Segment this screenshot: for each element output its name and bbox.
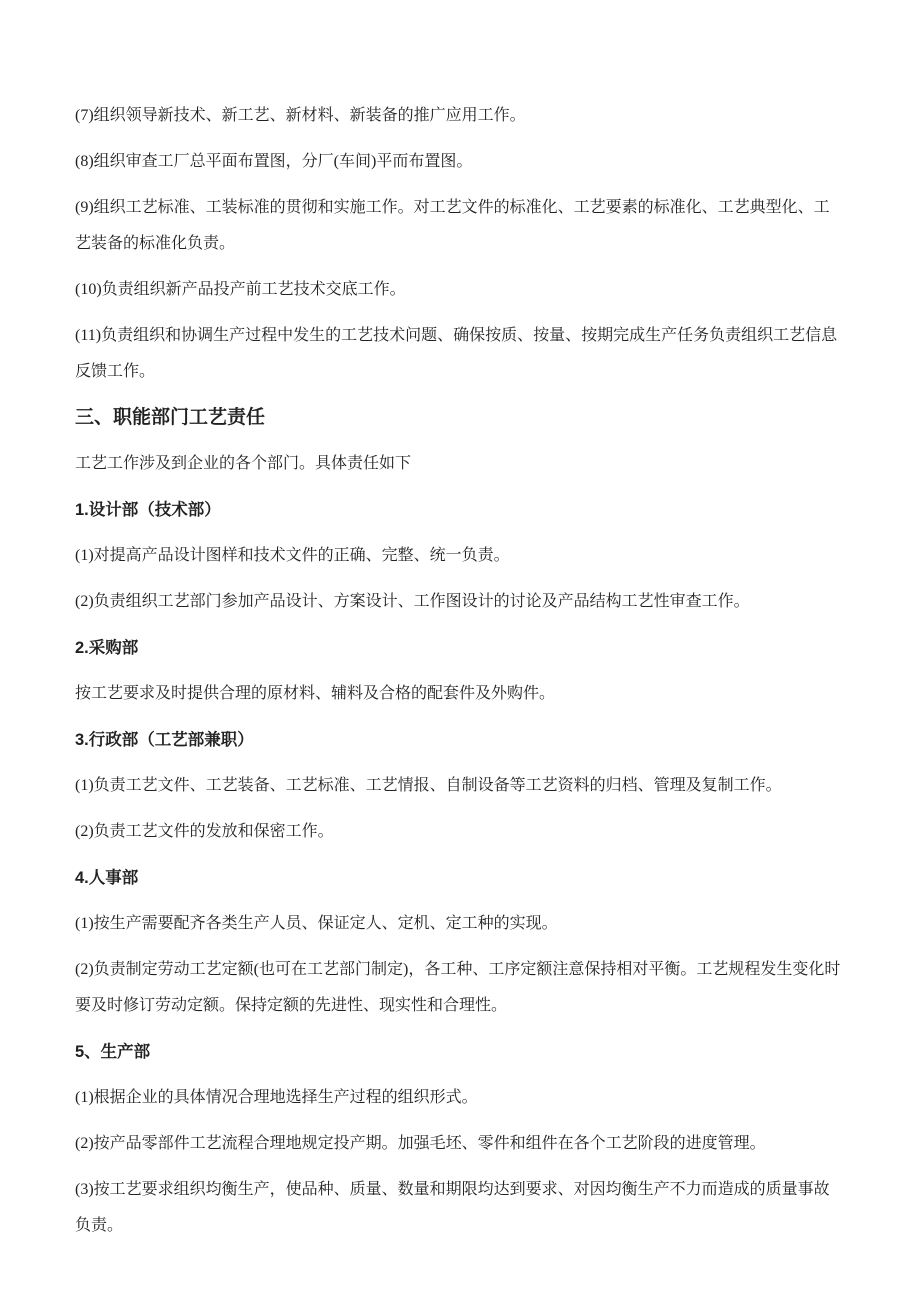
para-design-1: (1)对提高产品设计图样和技术文件的正确、完整、统一负责。 [75, 547, 510, 564]
section-heading: 三、职能部门工艺责任 [75, 407, 266, 428]
heading-dept-admin: 3.行政部（工艺部兼职） [75, 731, 254, 749]
para-9: (9)组织工艺标准、工装标准的贯彻和实施工作。对工艺文件的标准化、工艺要素的标准化、工艺典型化、工艺装备的标准化负责。 [75, 199, 830, 252]
para-hr-1: (1)按生产需要配齐各类生产人员、保证定人、定机、定工种的实现。 [75, 915, 558, 932]
para-production-2: (2)按产品零部件工艺流程合理地规定投产期。加强毛坯、零件和组件在各个工艺阶段的进度管理。 [75, 1135, 766, 1152]
para-11: (11)负责组织和协调生产过程中发生的工艺技术问题、确保按质、按量、按期完成生产任务负责组织工艺信息反馈工作。 [75, 327, 838, 380]
section-intro: 工艺工作涉及到企业的各个部门。具体责任如下 [75, 455, 412, 472]
para-admin-2: (2)负责工艺文件的发放和保密工作。 [75, 823, 334, 840]
para-purchasing-1: 按工艺要求及时提供合理的原材料、辅料及合格的配套件及外购件。 [75, 685, 556, 702]
para-7: (7)组织领导新技术、新工艺、新材料、新装备的推广应用工作。 [75, 107, 526, 124]
para-10: (10)负责组织新产品投产前工艺技术交底工作。 [75, 281, 406, 298]
para-production-3: (3)按工艺要求组织均衡生产，使品种、质量、数量和期限均达到要求、对因均衡生产不力而造成的质量事故负责。 [75, 1181, 830, 1234]
heading-dept-production: 5、生产部 [75, 1043, 151, 1061]
para-8: (8)组织审查工厂总平面布置图，分厂(车间)平而布置图。 [75, 153, 473, 170]
para-hr-2: (2)负责制定劳动工艺定额(也可在工艺部门制定)，各工种、工序定额注意保持相对平衡。工艺规程发生变化时要及时修订劳动定额。保持定额的先进性、现实性和合理性。 [75, 961, 841, 1014]
para-design-2: (2)负责组织工艺部门参加产品设计、方案设计、工作图设计的讨论及产品结构工艺性审查工作。 [75, 593, 750, 610]
heading-dept-purchasing: 2.采购部 [75, 639, 139, 657]
para-production-1: (1)根据企业的具体情况合理地选择生产过程的组织形式。 [75, 1089, 478, 1106]
heading-dept-design: 1.设计部（技术部） [75, 501, 221, 519]
heading-dept-hr: 4.人事部 [75, 869, 139, 887]
para-admin-1: (1)负责工艺文件、工艺装备、工艺标准、工艺情报、自制设备等工艺资料的归档、管理及复制工作。 [75, 777, 782, 794]
